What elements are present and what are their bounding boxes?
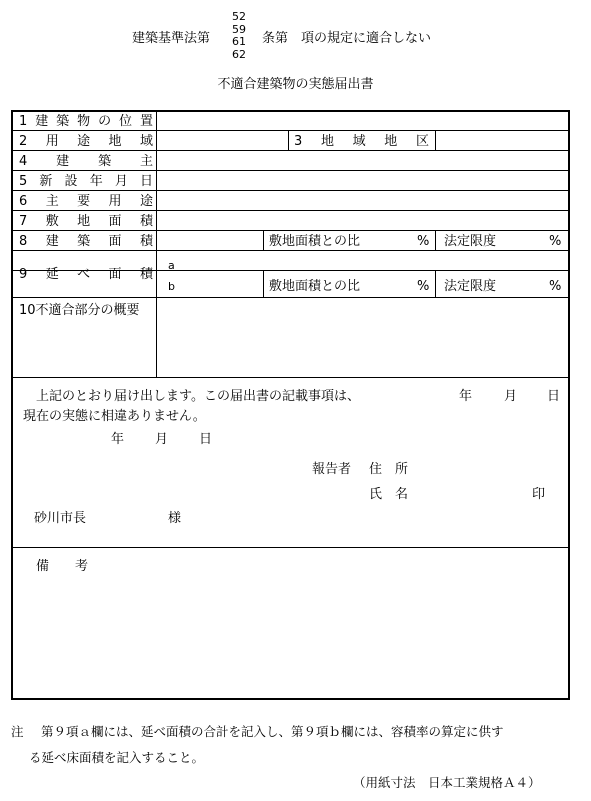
row-divider — [13, 170, 568, 171]
seal-mark: 印 — [532, 487, 546, 502]
row-label-built-date — [19, 175, 153, 188]
label-char: 積 — [139, 214, 153, 229]
date-year: 年 — [459, 389, 473, 404]
column-divider — [288, 130, 289, 150]
row-label-district — [294, 135, 429, 148]
label-char: 築 — [98, 154, 112, 169]
label-char: 面 — [108, 234, 122, 249]
sub-label-a: a — [168, 259, 175, 272]
label-char: 位 — [119, 114, 133, 129]
label-char: 6 — [19, 194, 28, 209]
label-char: 2 — [19, 134, 28, 149]
column-divider — [435, 230, 436, 250]
law-suffix: 条第 項の規定に適合しない — [262, 31, 432, 46]
document-title: 不適合建築物の実態届出書 — [217, 77, 374, 92]
row-label-zoning — [19, 135, 153, 148]
label-char: 新 — [39, 174, 53, 189]
article-number: 52 — [232, 10, 246, 23]
label-char: 7 — [19, 214, 28, 229]
sign-day: 日 — [199, 432, 213, 447]
label-char: 9 — [19, 267, 28, 282]
label-char: 建 — [35, 114, 49, 129]
column-divider — [263, 230, 264, 250]
date-day: 日 — [547, 389, 561, 404]
row-label-site-area — [19, 215, 153, 228]
row-divider — [13, 250, 568, 251]
label-char: の — [98, 114, 112, 129]
label-char: 地 — [320, 134, 334, 149]
label-char: 年 — [89, 174, 103, 189]
row-label-location — [19, 115, 153, 128]
label-char: 建 — [45, 234, 59, 249]
label-char: 延 — [45, 267, 59, 282]
address-label: 住 所 — [369, 462, 409, 477]
sign-month: 月 — [155, 432, 169, 447]
column-divider — [263, 270, 264, 297]
label-char: 域 — [139, 134, 153, 149]
remarks-label: 備 考 — [36, 559, 89, 574]
label-char: 置 — [139, 114, 153, 129]
limit-label: 法定限度 — [444, 234, 497, 249]
row-divider — [13, 547, 568, 548]
row-label-main-use — [19, 195, 153, 208]
label-char: 日 — [139, 174, 153, 189]
honorific: 様 — [168, 511, 182, 526]
column-divider — [435, 130, 436, 150]
row-divider — [13, 130, 568, 131]
label-char: 地 — [384, 134, 398, 149]
limit-percent: % — [549, 234, 562, 249]
label-char: 4 — [19, 154, 28, 169]
article-number: 61 — [232, 35, 246, 48]
note-line2: る延べ床面積を記入すること。 — [29, 750, 205, 765]
label-char: 主 — [45, 194, 59, 209]
row-divider — [13, 377, 568, 378]
law-prefix: 建築基準法第 — [132, 31, 211, 46]
name-label: 氏 名 — [369, 487, 409, 502]
row-label-owner — [19, 155, 153, 168]
article-number: 62 — [232, 47, 246, 61]
label-char: 面 — [108, 267, 122, 282]
row-label-floor-area — [19, 268, 153, 281]
label-char: 区 — [415, 134, 429, 149]
label-char: べ — [77, 267, 91, 282]
label-char: 途 — [139, 194, 153, 209]
label-char: 主 — [139, 154, 153, 169]
label-char: 3 — [294, 134, 303, 149]
article-number: 59 — [232, 22, 246, 36]
label-char: 建 — [56, 154, 70, 169]
limit-label: 法定限度 — [444, 279, 497, 294]
ratio-percent: % — [417, 279, 430, 294]
sign-year: 年 — [111, 432, 125, 447]
note-prefix: 注 — [11, 724, 24, 739]
row-divider — [13, 190, 568, 191]
label-char: 面 — [108, 214, 122, 229]
label-char: 5 — [19, 174, 28, 189]
ratio-label: 敷地面積との比 — [269, 234, 361, 249]
label-char: 要 — [77, 194, 91, 209]
label-char: 築 — [56, 114, 70, 129]
label-char: 途 — [77, 134, 91, 149]
row-label-building-area — [19, 235, 153, 248]
declaration-line2: 現在の実態に相違ありません。 — [23, 409, 206, 424]
row-divider — [156, 270, 568, 271]
row-divider — [13, 297, 568, 298]
note-line1: 第９項ａ欄には、延べ面積の合計を記入し、第９項ｂ欄には、容積率の算定に供す — [41, 724, 504, 739]
label-char: 地 — [108, 134, 122, 149]
label-char: 用 — [45, 134, 59, 149]
limit-percent: % — [549, 279, 562, 294]
reporter-label: 報告者 — [312, 462, 352, 477]
label-char: 設 — [64, 174, 78, 189]
ratio-label: 敷地面積との比 — [269, 279, 361, 294]
label-char: 積 — [139, 267, 153, 282]
column-divider — [156, 112, 157, 377]
label-char: 用 — [108, 194, 122, 209]
label-char: 8 — [19, 234, 28, 249]
date-month: 月 — [504, 389, 518, 404]
row-divider — [13, 210, 568, 211]
report-form — [11, 110, 570, 700]
row-divider — [13, 230, 568, 231]
label-char: 地 — [77, 214, 91, 229]
label-char: 物 — [77, 114, 91, 129]
label-char: 積 — [139, 234, 153, 249]
label-char: 月 — [114, 174, 128, 189]
label-char: 築 — [77, 234, 91, 249]
row-divider — [13, 150, 568, 151]
sub-label-b: b — [168, 280, 175, 293]
column-divider — [435, 270, 436, 297]
addressee: 砂川市長 — [34, 511, 87, 526]
ratio-percent: % — [417, 234, 430, 249]
paper-size-note: （用紙寸法 日本工業規格Ａ４） — [353, 775, 541, 790]
label-char: 域 — [352, 134, 366, 149]
label-char: 敷 — [45, 214, 59, 229]
declaration-line1: 上記のとおり届け出します。この届出書の記載事項は、 — [36, 389, 360, 404]
label-char: 1 — [19, 114, 28, 129]
article-numbers — [232, 11, 252, 61]
row-label-nonconforming: 10不適合部分の概要 — [19, 303, 140, 318]
